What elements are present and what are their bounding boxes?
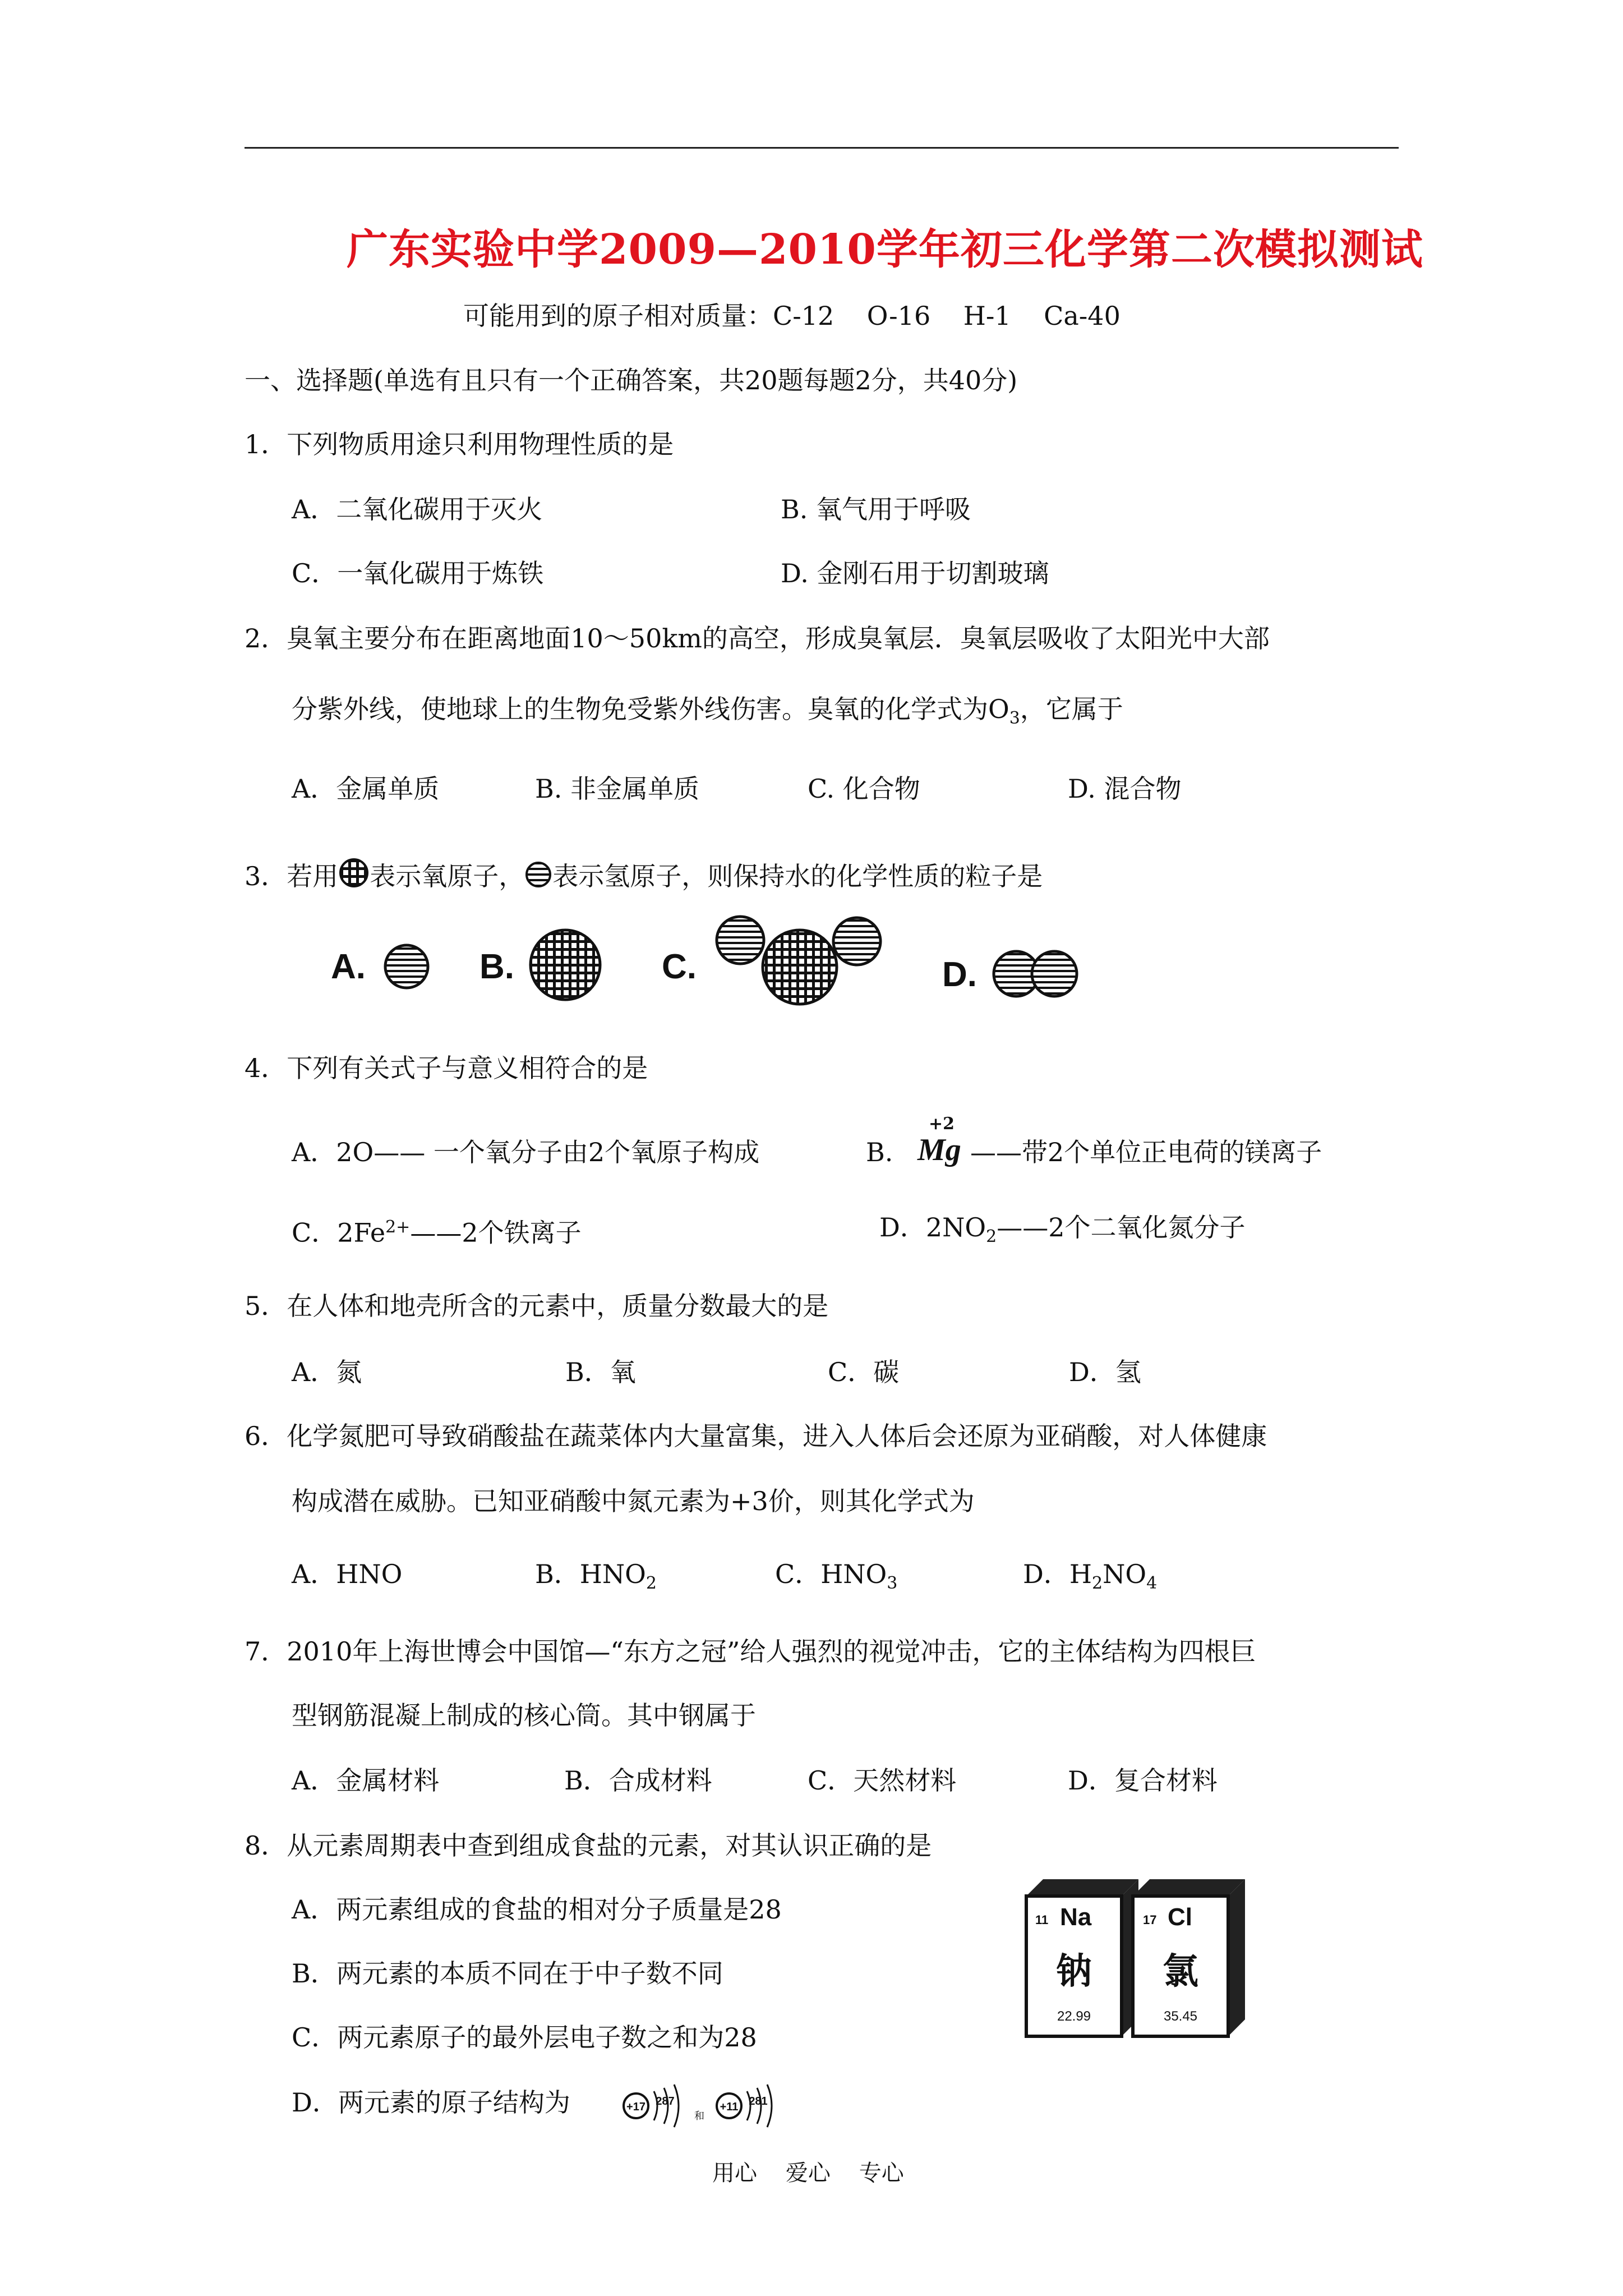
sodium-card [1026,1879,1138,2036]
option-c-hydrogen-atom-left [717,917,764,964]
question-8-option-b: B．两元素的本质不同在于中子数不同 [292,1958,723,1989]
page-footer: 用心 爱心 专心 [712,2160,904,2186]
page-title: 广东实验中学2009—2010学年初三化学第二次模拟测试 [347,226,1423,274]
question-2-option-b: B. 非金属单质 [535,774,700,804]
question-1-option-b: B. 氧气用于呼吸 [781,494,971,524]
question-1-option-d: D. 金刚石用于切割玻璃 [781,558,1049,588]
option-a-hydrogen-atom [385,945,428,988]
question-5-stem: 5．在人体和地壳所含的元素中，质量分数最大的是 [245,1291,829,1321]
option-c-oxygen-atom [763,930,837,1004]
atom-structure-2 [717,2085,772,2127]
chlorine-number: 17 [1143,1913,1157,1927]
and-label: 和 [694,2110,704,2122]
option-b-label: B. [479,947,514,986]
question-4-option-b-label: B. [866,1137,893,1167]
oxygen-atom-icon [338,857,370,889]
header-rule [245,147,1399,149]
option-c-hydrogen-atom-right [833,918,880,965]
question-5-option-d: D．氢 [1069,1357,1141,1387]
question-5-option-a: A．氮 [292,1357,362,1387]
question-2-stem-line2: 分紫外线，使地球上的生物免受紫外线伤害。臭氧的化学式为$O_3$，它属于 [292,694,1123,729]
question-7-option-c: C．天然材料 [808,1765,957,1796]
magnesium-charge: +2 [929,1114,955,1134]
chlorine-mass: 35.45 [1163,2009,1198,2024]
atom1-shells: 287 [656,2095,675,2108]
question-5-option-c: C．碳 [828,1357,900,1387]
question-7-option-a: A．金属材料 [292,1765,440,1796]
question-4-option-a: A．2O—— 一个氧分子由2个氧原子构成 [292,1137,760,1167]
question-7-stem-line2: 型钢筋混凝上制成的核心筒。其中钢属于 [292,1700,756,1731]
hydrogen-atom-icon [524,861,552,889]
question-7-stem-line1: 7．2010年上海世博会中国馆—“东方之冠”给人强烈的视觉冲击，它的主体结构为四根巨 [245,1636,1256,1667]
atom2-nucleus: +11 [720,2101,739,2113]
question-8-stem: 8．从元素周期表中查到组成食盐的元素，对其认识正确的是 [245,1830,932,1861]
question-2-option-c: C. 化合物 [808,774,920,804]
option-c-label: C. [662,947,697,986]
magnesium-symbol: Mg [917,1133,961,1167]
sodium-name: 钠 [1056,1951,1092,1991]
question-6-stem-line1: 6．化学氮肥可导致硝酸盐在蔬菜体内大量富集，进入人体后会还原为亚硝酸，对人体健康 [245,1421,1267,1451]
section-heading: 一、选择题(单选有且只有一个正确答案，共20题每题2分，共40分) [245,365,1018,395]
question-8-option-a: A．两元素组成的食盐的相对分子质量是28 [292,1894,782,1925]
question-4-option-b-text: ——带2个单位正电荷的镁离子 [970,1137,1322,1167]
question-6-option-b: B．$HNO_2$ [535,1559,657,1594]
particle-diagram [331,907,1116,1013]
question-4-stem: 4．下列有关式子与意义相符合的是 [245,1053,648,1083]
question-6-option-d: D．$H_2NO_4$ [1023,1559,1158,1594]
question-8-option-c: C．两元素原子的最外层电子数之和为28 [292,2022,757,2053]
question-1-option-a: A．二氧化碳用于灭火 [292,494,543,524]
option-a-label: A. [331,947,366,986]
chlorine-name: 氯 [1163,1951,1198,1991]
question-1-option-c: C．一氧化碳用于炼铁 [292,558,544,588]
periodic-table-cards [1021,1874,1256,2042]
sodium-mass: 22.99 [1057,2009,1091,2024]
question-8-option-d: D．两元素的原子结构为 [292,2087,570,2118]
question-2-option-a: A．金属单质 [292,774,440,804]
question-4-option-c: C．$2Fe^{2+}——2$个铁离子 [292,1217,582,1248]
question-5-option-b: B．氧 [565,1357,636,1387]
question-6-option-c: C．$HNO_3$ [775,1559,898,1594]
atom-structure-1 [624,2085,679,2127]
question-3-stem: 3．若用 表示氧原子， 表示氢原子，则保持水的化学性质的粒子是 [245,857,1043,892]
atomic-mass-info: 可能用到的原子相对质量：C-12 O-16 H-1 Ca-40 [463,301,1121,331]
question-2-stem-line1: 2．臭氧主要分布在距离地面10～50km的高空，形成臭氧层．臭氧层吸收了太阳光中大部 [245,623,1270,654]
option-d-label: D. [942,955,977,994]
sodium-number: 11 [1035,1913,1049,1927]
atom2-shells: 281 [749,2095,768,2108]
sodium-symbol: Na [1060,1903,1092,1931]
question-7-option-b: B．合成材料 [564,1765,712,1796]
question-4-option-d: D．$2NO_2——2$个二氧化氮分子 [879,1212,1246,1247]
question-6-stem-line2: 构成潜在威胁。已知亚硝酸中氮元素为+3价，则其化学式为 [292,1486,975,1516]
option-b-oxygen-atom [531,930,600,1000]
question-7-option-d: D．复合材料 [1068,1765,1218,1796]
question-2-option-d: D. 混合物 [1068,774,1182,804]
chlorine-symbol: Cl [1168,1903,1192,1931]
chlorine-card [1133,1879,1245,2036]
atom1-nucleus: +17 [626,2101,645,2113]
option-d-hydrogen-atom-right [1032,951,1077,996]
atom-structure-diagrams [619,2081,787,2132]
question-6-option-a: A．HNO [292,1559,403,1589]
question-1-stem: 1．下列物质用途只利用物理性质的是 [245,429,674,459]
